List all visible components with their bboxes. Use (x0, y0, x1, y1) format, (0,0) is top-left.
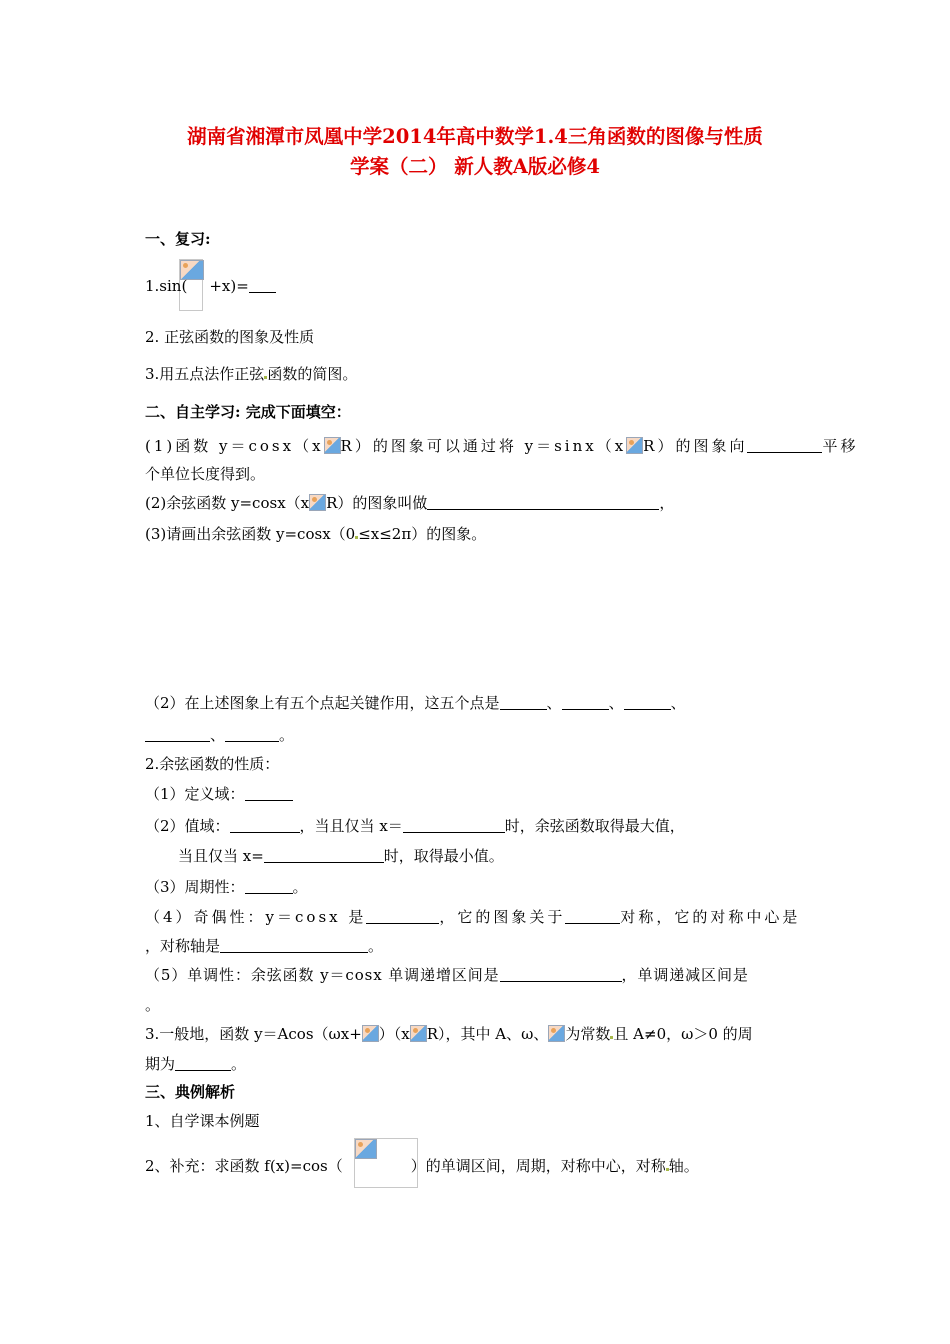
q2-text-b: R）的图象叫做 (326, 494, 428, 512)
property-3 (145, 876, 308, 897)
answer-blank[interactable] (562, 694, 609, 710)
p4-text-c: 对称，它的对称中心是 (620, 908, 801, 926)
review-item-1 (145, 277, 276, 295)
review-item-2: 2. 正弦函数的图象及性质 (145, 328, 315, 346)
p4-text-d: ，对称轴是 (145, 937, 221, 955)
property-5-line1 (145, 964, 749, 985)
example-2-text-c: 轴。 (668, 1157, 699, 1175)
answer-blank[interactable] (230, 817, 300, 833)
p2-text-c: 时，余弦函数取得最大值， (504, 817, 685, 835)
p2-text-d: 当且仅当 x= (178, 847, 264, 865)
p2-text-a: （2）值域： (145, 817, 230, 835)
question-4-line2 (145, 724, 294, 745)
document-title-line2: 学案（二） 新人教A版必修4 (350, 155, 600, 178)
property-1 (145, 783, 293, 804)
answer-blank[interactable] (264, 847, 384, 863)
property-4-line1 (145, 906, 800, 927)
general-form-line2 (145, 1053, 246, 1074)
property-2-line2 (178, 845, 504, 866)
period: 。 (368, 937, 384, 955)
question-4-line1 (145, 692, 686, 713)
p4-text-a: （4）奇偶性：y＝cosx 是 (145, 908, 367, 926)
question-3 (145, 523, 486, 544)
answer-blank[interactable] (624, 694, 671, 710)
review-item-3 (145, 363, 357, 384)
question-2 (145, 492, 674, 513)
review-item-3-text: 3.用五点法作正弦 (145, 365, 265, 383)
answer-blank[interactable] (366, 908, 439, 924)
q2-text-c: ， (659, 494, 675, 512)
answer-blank[interactable] (245, 878, 293, 894)
q1-text-a: (1)函数 y＝cosx（x (145, 437, 324, 455)
review-item-3-text-cont: 函数的简图。 (267, 365, 358, 383)
answer-blank[interactable] (175, 1055, 231, 1071)
answer-blank[interactable] (249, 277, 276, 293)
q2-text-a: (2)余弦函数 y=cosx（x (145, 494, 310, 512)
q1-text-d: 平移 (822, 437, 859, 455)
document-title-line1: 湖南省湘潭市凤凰中学2014年高中数学1.4三角函数的图像与性质 (187, 125, 763, 148)
answer-blank[interactable] (500, 966, 622, 982)
element-of-icon (626, 437, 643, 454)
question-1-line1 (145, 435, 858, 456)
period: 。 (231, 1055, 247, 1073)
separator: 、 (546, 694, 562, 712)
q1-text-c: R）的图象向 (643, 437, 748, 455)
answer-blank[interactable] (427, 494, 659, 510)
example-item-2 (145, 1155, 699, 1176)
answer-blank[interactable] (747, 437, 822, 453)
g-text-c: R），其中 A、ω、 (426, 1025, 549, 1043)
question-1-line2: 个单位长度得到。 (145, 465, 266, 483)
review-item-1-pre: 1.sin( (145, 277, 188, 295)
g-text-e: 且 A≠0，ω＞0 的周 (613, 1025, 753, 1043)
q3-text-b: ≤x≤2π）的图象。 (358, 525, 487, 543)
p3-text: （3）周期性： (145, 878, 245, 896)
p2-text-e: 时，取得最小值。 (383, 847, 504, 865)
answer-blank[interactable] (245, 785, 293, 801)
separator: 、 (608, 694, 624, 712)
review-item-1-post: +x)= (209, 277, 249, 295)
property-5-line2: 。 (145, 996, 161, 1014)
p5-text-a: （5）单调性：余弦函数 y＝cosx 单调递增区间是 (145, 966, 500, 984)
p4-text-b: ，它的图象关于 (439, 908, 566, 926)
q1-text-b: R）的图象可以通过将 y＝sinx（x (340, 437, 627, 455)
property-2-line1 (145, 815, 685, 836)
period: 。 (279, 726, 295, 744)
example-2-text-a: 2、补充：求函数 f(x)=cos（ (145, 1157, 343, 1175)
section2-heading: 二、自主学习: 完成下面填空： (145, 403, 351, 421)
period: 。 (292, 878, 308, 896)
g-text-f: 期为 (145, 1055, 176, 1073)
answer-blank[interactable] (220, 937, 368, 953)
answer-blank[interactable] (145, 726, 210, 742)
example-2-text-b: ）的单调区间，周期，对称中心，对称 (410, 1157, 666, 1175)
answer-blank[interactable] (225, 726, 279, 742)
phi-icon (548, 1025, 565, 1042)
answer-blank[interactable] (500, 694, 547, 710)
element-of-icon (410, 1025, 427, 1042)
separator: 、 (210, 726, 226, 744)
q3-text-a: (3)请画出余弦函数 y=cosx（0 (145, 525, 356, 543)
example-item-1: 1、自学课本例题 (145, 1112, 260, 1130)
p1-text: （1）定义域： (145, 785, 245, 803)
element-of-icon (324, 437, 341, 454)
g-text-b: ）（x (378, 1025, 410, 1043)
section3-heading: 三、典例解析 (145, 1083, 236, 1101)
g-text-a: 3.一般地，函数 y＝Acos（ωx+ (145, 1025, 362, 1043)
phi-icon (362, 1025, 379, 1042)
property-4-line2 (145, 935, 383, 956)
p2-text-b: ，当且仅当 x＝ (299, 817, 403, 835)
q4-text: （2）在上述图象上有五个点起关键作用，这五个点是 (145, 694, 500, 712)
general-form-line1 (145, 1023, 753, 1044)
separator: 、 (670, 694, 686, 712)
element-of-icon (309, 494, 326, 511)
g-text-d: 为常数 (565, 1025, 611, 1043)
answer-blank[interactable] (565, 908, 620, 924)
section1-heading: 一、复习: (145, 230, 211, 248)
p5-text-b: ，单调递减区间是 (621, 966, 749, 984)
properties-heading: 2.余弦函数的性质： (145, 755, 280, 773)
answer-blank[interactable] (403, 817, 505, 833)
